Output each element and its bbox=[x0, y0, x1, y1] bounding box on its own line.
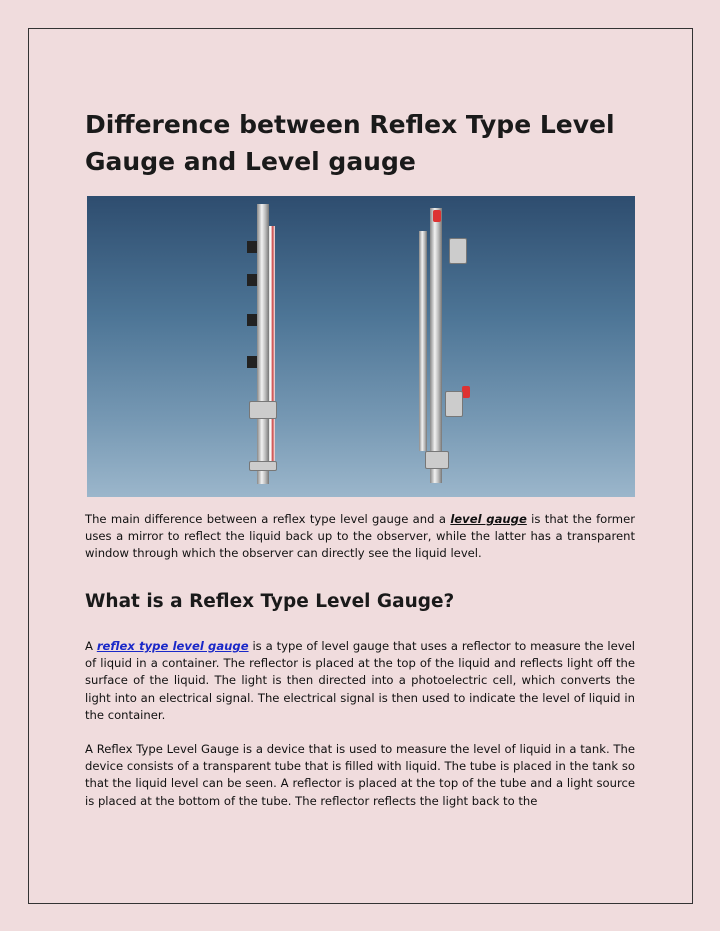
para1-text-cont: is a type of level gauge that uses a reflector to measure the level of liquid in a container. The reflector is placed at the top of the liquid and reflects light off the surface of the liquid. The light is then directed into a photoelectric cell, which converts the light into an electrical signal. The electrical signal is then used to indicate the level of liquid in the container. bbox=[85, 639, 635, 722]
intro-paragraph bbox=[85, 511, 635, 563]
section-heading: What is a Reflex Type Level Gauge? bbox=[85, 591, 455, 612]
intro-text-cont: is that the former uses a mirror to reflect the liquid back up to the observer, while the latter has a transparent window through which the observer can directly see the liquid level. bbox=[85, 512, 636, 561]
reflex-type-level-gauge-link[interactable]: reflex type level gauge bbox=[96, 639, 249, 653]
intro-text: The main difference between a reflex type level gauge and a bbox=[85, 512, 451, 526]
paragraph-2: A Reflex Type Level Gauge is a device that is used to measure the level of liquid in a tank. The device consists of a transparent tube that is filled with liquid. The tube is placed in the tank so that the liquid level can be seen. A reflector is placed at the top of the tube and a light source is placed at the bottom of the tube. The reflector reflects the light back to the bbox=[85, 742, 635, 808]
page-title: Difference between Reflex Type Level Gauge and Level gauge bbox=[85, 110, 615, 176]
level-gauge-link[interactable]: level gauge bbox=[450, 512, 527, 526]
level-gauges-photo bbox=[87, 196, 635, 497]
paragraph-1 bbox=[85, 638, 635, 724]
para1-text: A bbox=[85, 639, 97, 653]
